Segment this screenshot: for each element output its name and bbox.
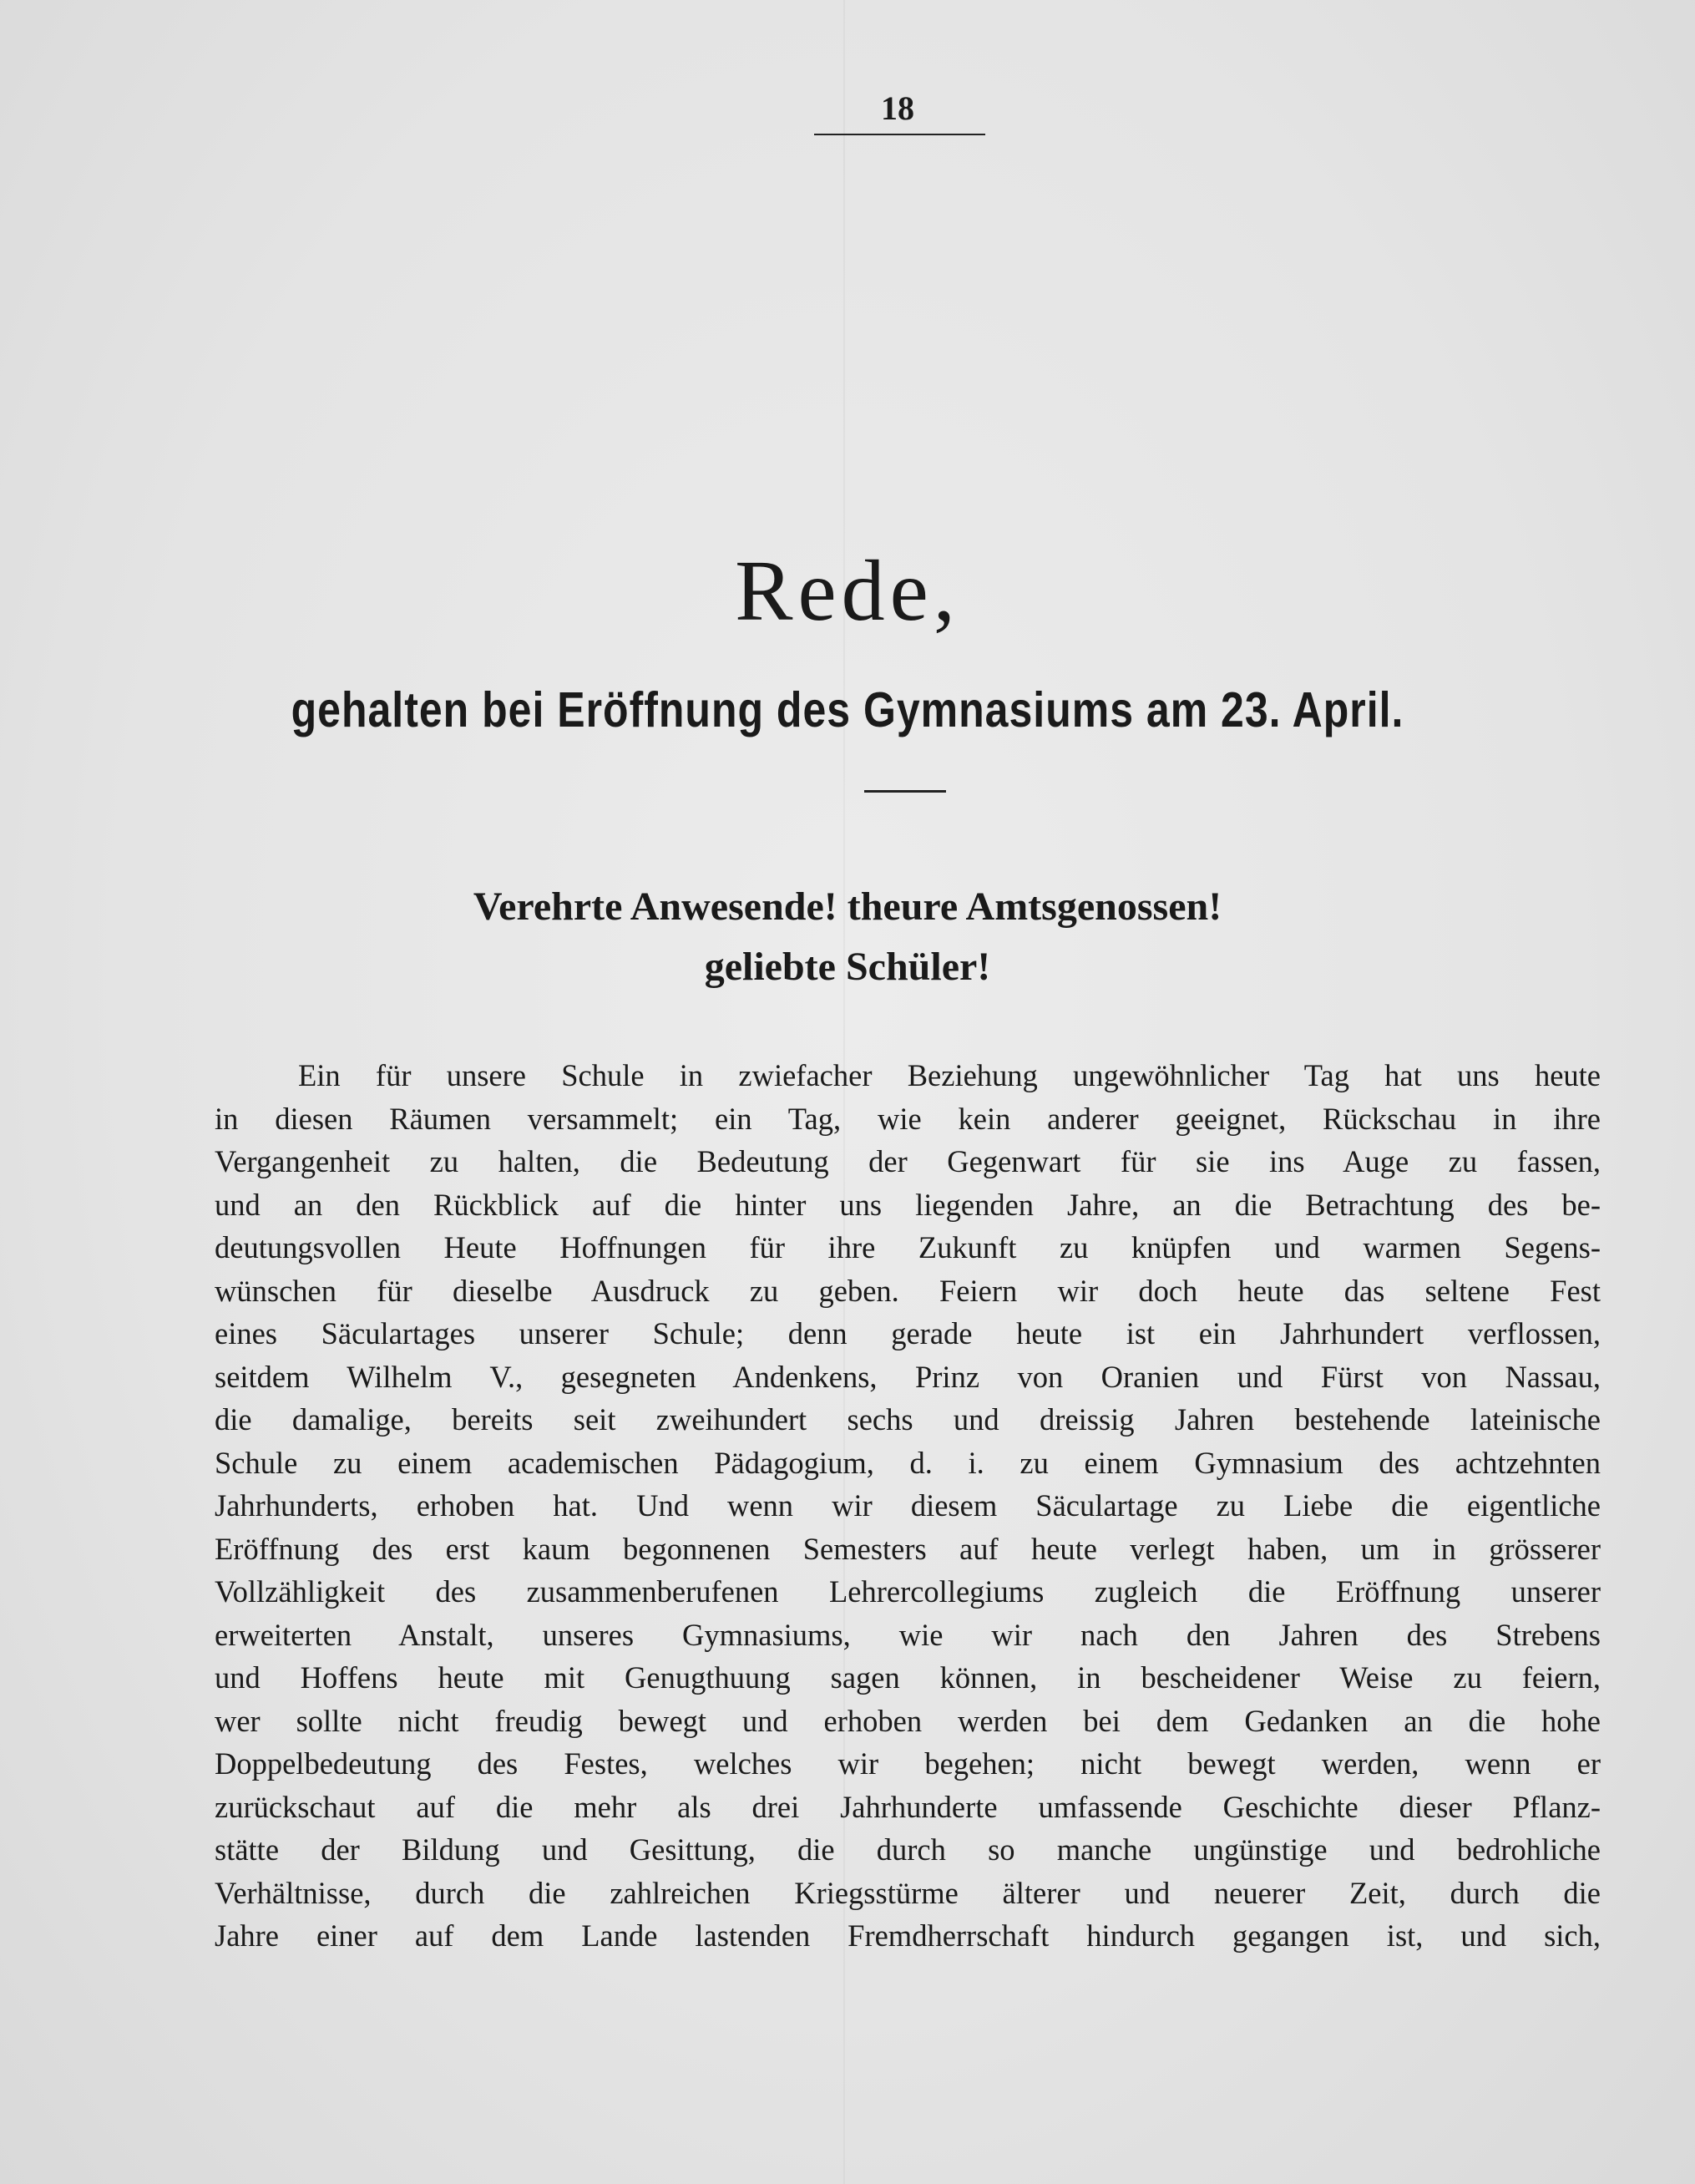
section-divider	[864, 790, 946, 793]
body-line: stätte der Bildung und Gesittung, die durch so manche ungünstige und bedrohliche	[215, 1832, 1601, 1867]
speech-subtitle: gehalten bei Eröffnung des Gymnasiums am 23. April.	[291, 682, 1404, 738]
page-number-underline	[814, 134, 985, 135]
body-line: Jahrhunderts, erhoben hat. Und wenn wir diesem Säculartage zu Liebe die eigentliche	[215, 1488, 1601, 1523]
body-line: eines Säculartages unserer Schule; denn gerade heute ist ein Jahrhundert verflossen,	[215, 1316, 1601, 1350]
body-line: erweiterten Anstalt, unseres Gymnasiums, wie wir nach den Jahren des Strebens	[215, 1617, 1601, 1652]
body-line: Schule zu einem academischen Pädagogium, d. i. zu einem Gymnasium des achtzehnten	[215, 1445, 1601, 1480]
body-line: Doppelbedeutung des Festes, welches wir begehen; nicht bewegt werden, wenn er	[215, 1746, 1601, 1781]
body-line: seitdem Wilhelm V., gesegneten Andenkens, Prinz von Oranien und Fürst von Nassau,	[215, 1359, 1601, 1394]
body-line: Ein für unsere Schule in zwiefacher Beziehung ungewöhnlicher Tag hat uns heute	[298, 1058, 1601, 1092]
body-line: und an den Rückblick auf die hinter uns liegenden Jahre, an die Betrachtung des be-	[215, 1187, 1601, 1222]
salutation	[0, 877, 1695, 997]
body-line: zurückschaut auf die mehr als drei Jahrhunderte umfassende Geschichte dieser Pflanz-	[215, 1789, 1601, 1824]
body-line: Vergangenheit zu halten, die Bedeutung der Gegenwart für sie ins Auge zu fassen,	[215, 1144, 1601, 1178]
body-paragraph	[215, 1054, 1601, 1958]
body-line: Jahre einer auf dem Lande lastenden Fremdherrschaft hindurch gegangen ist, und sich,	[215, 1918, 1601, 1953]
body-line: Verhältnisse, durch die zahlreichen Kriegsstürme älterer und neuerer Zeit, durch die	[215, 1875, 1601, 1910]
body-line: und Hoffens heute mit Genugthuung sagen können, in bescheidener Weise zu feiern,	[215, 1660, 1601, 1695]
page-number: 18	[881, 89, 914, 127]
body-line: in diesen Räumen versammelt; ein Tag, wie kein anderer geeignet, Rückschau in ihre	[215, 1101, 1601, 1136]
body-line: wer sollte nicht freudig bewegt und erhoben werden bei dem Gedanken an die hohe	[215, 1703, 1601, 1738]
body-line: Eröffnung des erst kaum begonnenen Semesters auf heute verlegt haben, um in grösserer	[215, 1531, 1601, 1566]
body-line: die damalige, bereits seit zweihundert sechs und dreissig Jahren bestehende lateinische	[215, 1402, 1601, 1437]
body-line: deutungsvollen Heute Hoffnungen für ihre Zukunft zu knüpfen und warmen Segens-	[215, 1230, 1601, 1264]
body-line: wünschen für dieselbe Ausdruck zu geben. Feiern wir doch heute das seltene Fest	[215, 1273, 1601, 1308]
salutation-line-1: Verehrte Anwesende! theure Amtsgenossen!	[473, 884, 1222, 929]
speech-title: Rede,	[735, 543, 960, 639]
body-line: Vollzähligkeit des zusammenberufenen Lehrercollegiums zugleich die Eröffnung unserer	[215, 1574, 1601, 1609]
salutation-line-2: geliebte Schüler!	[704, 945, 991, 989]
